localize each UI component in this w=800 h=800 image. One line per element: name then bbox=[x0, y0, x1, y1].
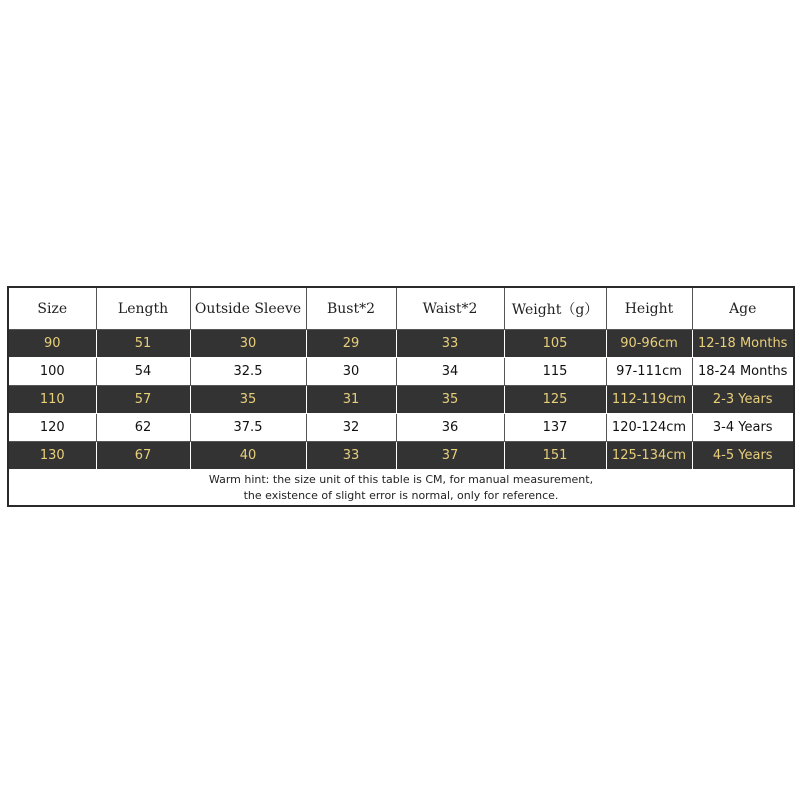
table-row bbox=[8, 386, 794, 414]
cell-height: 120-124cm bbox=[606, 414, 692, 442]
warm-hint-note bbox=[8, 470, 794, 507]
cell-weight: 125 bbox=[504, 386, 606, 414]
note-line-2: the existence of slight error is normal, only for reference. bbox=[243, 488, 559, 502]
cell-waist: 34 bbox=[396, 358, 504, 386]
cell-length: 54 bbox=[96, 358, 190, 386]
table-row bbox=[8, 442, 794, 470]
cell-waist: 35 bbox=[396, 386, 504, 414]
header-height: Height bbox=[606, 287, 692, 330]
cell-size: 120 bbox=[8, 414, 96, 442]
cell-size: 100 bbox=[8, 358, 96, 386]
cell-height: 125-134cm bbox=[606, 442, 692, 470]
cell-weight: 137 bbox=[504, 414, 606, 442]
cell-length: 51 bbox=[96, 330, 190, 358]
cell-waist: 37 bbox=[396, 442, 504, 470]
cell-bust: 31 bbox=[306, 386, 396, 414]
table-row bbox=[8, 358, 794, 386]
header-weight: Weight（g） bbox=[504, 287, 606, 330]
cell-size: 130 bbox=[8, 442, 96, 470]
cell-age: 12-18 Months bbox=[692, 330, 794, 358]
header-row bbox=[8, 287, 794, 330]
table-row bbox=[8, 414, 794, 442]
cell-length: 67 bbox=[96, 442, 190, 470]
table-row bbox=[8, 330, 794, 358]
note-line-1: Warm hint: the size unit of this table is CM, for manual measurement, bbox=[208, 472, 594, 486]
cell-age: 4-5 Years bbox=[692, 442, 794, 470]
size-table bbox=[7, 286, 795, 507]
header-size: Size bbox=[8, 287, 96, 330]
cell-height: 112-119cm bbox=[606, 386, 692, 414]
cell-length: 62 bbox=[96, 414, 190, 442]
cell-weight: 151 bbox=[504, 442, 606, 470]
cell-waist: 33 bbox=[396, 330, 504, 358]
cell-outside-sleeve: 30 bbox=[190, 330, 306, 358]
cell-outside-sleeve: 32.5 bbox=[190, 358, 306, 386]
cell-height: 97-111cm bbox=[606, 358, 692, 386]
cell-waist: 36 bbox=[396, 414, 504, 442]
cell-weight: 105 bbox=[504, 330, 606, 358]
size-chart bbox=[7, 286, 793, 507]
cell-age: 3-4 Years bbox=[692, 414, 794, 442]
note-row bbox=[8, 470, 794, 507]
header-bust: Bust*2 bbox=[306, 287, 396, 330]
cell-age: 2-3 Years bbox=[692, 386, 794, 414]
cell-bust: 32 bbox=[306, 414, 396, 442]
header-waist: Waist*2 bbox=[396, 287, 504, 330]
cell-age: 18-24 Months bbox=[692, 358, 794, 386]
cell-size: 110 bbox=[8, 386, 96, 414]
header-age: Age bbox=[692, 287, 794, 330]
cell-bust: 33 bbox=[306, 442, 396, 470]
cell-bust: 29 bbox=[306, 330, 396, 358]
header-length: Length bbox=[96, 287, 190, 330]
cell-bust: 30 bbox=[306, 358, 396, 386]
cell-outside-sleeve: 35 bbox=[190, 386, 306, 414]
cell-outside-sleeve: 40 bbox=[190, 442, 306, 470]
cell-outside-sleeve: 37.5 bbox=[190, 414, 306, 442]
cell-weight: 115 bbox=[504, 358, 606, 386]
cell-height: 90-96cm bbox=[606, 330, 692, 358]
cell-length: 57 bbox=[96, 386, 190, 414]
cell-size: 90 bbox=[8, 330, 96, 358]
header-outside-sleeve: Outside Sleeve bbox=[190, 287, 306, 330]
